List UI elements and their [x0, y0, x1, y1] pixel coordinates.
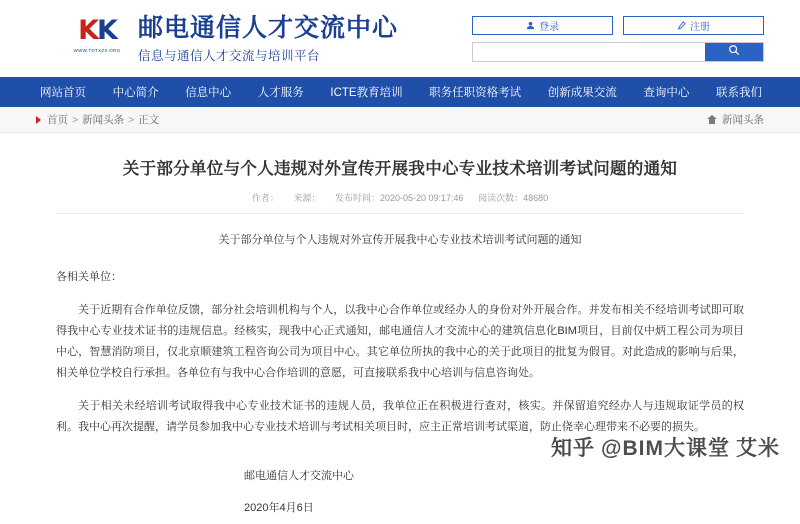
logo-mark-icon: KK WWW.TDTXZX.ORG [73, 14, 121, 53]
site-header [0, 0, 800, 77]
article-meta [56, 191, 744, 214]
nav-item-innovation-exchange[interactable]: 创新成果交流 [547, 87, 617, 99]
search-button[interactable] [705, 43, 763, 61]
signature-org: 邮电通信人才交流中心 [244, 470, 354, 482]
article-subtitle: 关于部分单位与个人违规对外宣传开展我中心专业技术培训考试问题的通知 [218, 234, 582, 246]
article-paragraph-1: 关于近期有合作单位反馈，部分社会培训机构与个人，以我中心合作单位或经办人的身份对外开展合作。并发布相关不经培训考试即可取得我中心专业技术证书的违规信息。经核实，现我中心正式通知，邮电通信人才交流中心的建筑信息化BIM项目，目前仅中炳工程公司为项目中心，智慧消防项目，仅北京顺建筑工程咨询公司为项目中心。其它单位所执的我中心的关于此项目的批复为假冒。对此造成的影响与后果，相关单位学校自行承担。各单位有与我中心合作培训的意愿，可直接联系我中心培训与信息咨询处。 [56, 304, 744, 379]
login-button[interactable] [472, 16, 613, 35]
main-nav [0, 77, 800, 107]
logo-domain: WWW.TDTXZX.ORG [73, 47, 121, 53]
nav-item-icte-training[interactable]: ICTE教育培训 [330, 87, 403, 99]
register-label: 注册 [690, 22, 710, 33]
article-paragraph-0: 各相关单位： [56, 271, 122, 283]
home-icon [707, 115, 717, 124]
site-subtitle: 信息与通信人才交流与培训平台 [138, 48, 321, 63]
breadcrumb-current: 正文 [138, 114, 160, 126]
nav-item-info-center[interactable]: 信息中心 [185, 87, 232, 99]
pencil-icon [677, 21, 686, 30]
nav-item-home[interactable]: 网站首页 [40, 87, 86, 99]
breadcrumb-right-label: 新闻头条 [722, 114, 764, 126]
triangle-icon [36, 116, 41, 124]
nav-item-qualification-exam[interactable]: 职务任职资格考试 [429, 87, 522, 99]
page-title: 关于部分单位与个人违规对外宣传开展我中心专业技术培训考试问题的通知 [122, 160, 678, 178]
article-views: 阅读次数：48680 [478, 193, 549, 203]
search-bar[interactable] [472, 42, 764, 62]
breadcrumb-home[interactable]: 首页 [47, 114, 68, 126]
register-button[interactable] [623, 16, 764, 35]
article-source: 来源： [293, 193, 321, 203]
watermark-platform: 知乎 [551, 437, 596, 460]
site-title: 邮电通信人才交流中心 [138, 13, 399, 42]
search-input[interactable] [473, 43, 705, 61]
nav-item-talent-service[interactable]: 人才服务 [257, 87, 304, 99]
breadcrumb-sep-1: > [72, 113, 79, 126]
article-author: 作者： [251, 193, 279, 203]
nav-item-contact[interactable]: 联系我们 [715, 87, 762, 99]
site-logo[interactable] [66, 14, 398, 64]
breadcrumb [0, 107, 800, 133]
signature-date: 2020年4月6日 [244, 502, 314, 514]
article [0, 155, 800, 524]
article-body [56, 230, 744, 438]
watermark-name: 艾米 [736, 437, 780, 460]
article-date: 发布时间：2020-05-20 09:17:46 [334, 193, 464, 203]
nav-item-query-center[interactable]: 查询中心 [643, 87, 690, 99]
user-icon [526, 21, 535, 30]
breadcrumb-section[interactable]: 新闻头条 [82, 114, 125, 126]
search-icon [728, 43, 740, 61]
breadcrumb-sep-2: > [128, 113, 135, 126]
article-signature [56, 460, 744, 524]
header-actions [472, 16, 764, 62]
login-label: 登录 [539, 22, 559, 33]
watermark-account: @BIM大课堂 [601, 437, 730, 460]
nav-item-about[interactable]: 中心简介 [112, 87, 159, 99]
article-paragraph-2: 关于相关未经培训考试取得我中心专业技术证书的违规人员，我单位正在积极进行查对，核实。并保留追究经办人与违规取证学员的权利。我中心再次提醒，请学员参加我中心专业技术培训与考试相关项目时，应主正常培训考试渠道，防止侥幸心理带来不必要的损失。 [56, 400, 744, 433]
